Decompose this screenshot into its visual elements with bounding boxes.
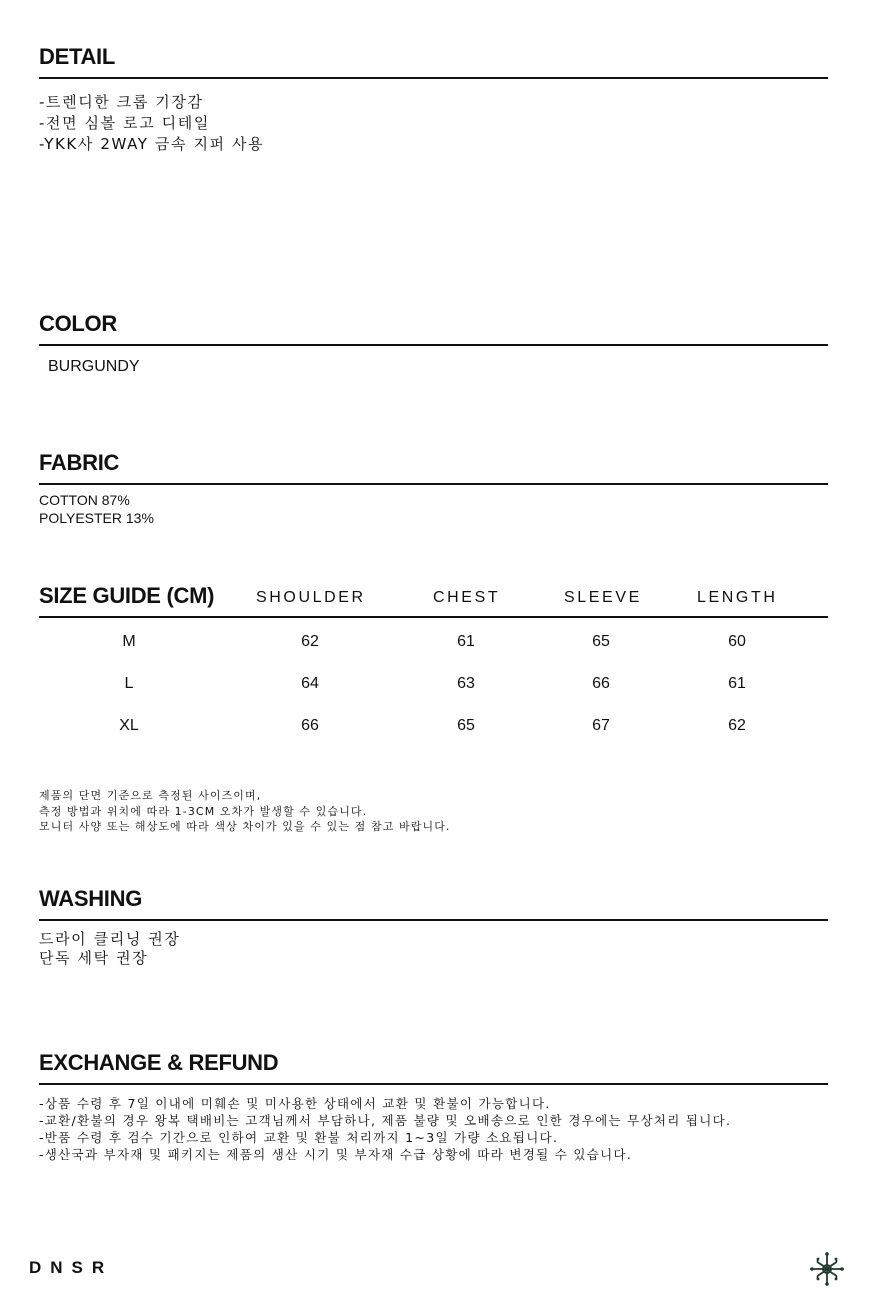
shoulder-value: 66 — [301, 717, 319, 734]
detail-line: -전면 심볼 로고 디테일 — [39, 114, 210, 132]
size-note-line: 측정 방법과 위치에 따라 1-3CM 오차가 발생할 수 있습니다. — [39, 804, 368, 818]
size-notes — [39, 788, 451, 835]
exchange-refund-line: -상품 수령 후 7일 이내에 미훼손 및 미사용한 상태에서 교환 및 환불이 가능합니다. — [39, 1096, 551, 1111]
size-label: M — [122, 633, 136, 650]
column-header-chest: CHEST — [433, 589, 501, 606]
size-guide-divider — [39, 616, 828, 618]
detail-heading: DETAIL — [39, 44, 116, 69]
color-value: BURGUNDY — [48, 358, 140, 375]
detail-line: -트렌디한 크롭 기장감 — [39, 93, 204, 111]
washing-list — [39, 930, 180, 968]
washing-divider — [39, 919, 828, 921]
column-header-sleeve: SLEEVE — [564, 589, 642, 606]
color-heading: COLOR — [39, 311, 117, 336]
chest-value: 61 — [457, 633, 475, 650]
exchange-refund-heading: EXCHANGE & REFUND — [39, 1050, 279, 1075]
sleeve-value: 67 — [592, 717, 610, 734]
fabric-line: POLYESTER 13% — [39, 510, 154, 526]
length-value: 62 — [728, 717, 746, 734]
fabric-heading: FABRIC — [39, 450, 120, 475]
fabric-line: COTTON 87% — [39, 492, 130, 508]
washing-line: 단독 세탁 권장 — [39, 949, 149, 967]
detail-divider — [39, 77, 828, 79]
shoulder-value: 64 — [301, 675, 319, 692]
detail-list — [39, 92, 264, 155]
fabric-divider — [39, 483, 828, 485]
size-note-line: 모니터 사양 또는 해상도에 따라 색상 차이가 있을 수 있는 점 참고 바랍니다. — [39, 820, 451, 833]
chest-value: 63 — [457, 675, 475, 692]
shoulder-value: 62 — [301, 633, 319, 650]
color-divider — [39, 344, 828, 346]
exchange-refund-line: -생산국과 부자재 및 패키지는 제품의 생산 시기 및 부자재 수급 상황에 따라 변경될 수 있습니다. — [39, 1147, 633, 1162]
size-label: L — [124, 675, 134, 692]
exchange-refund-list — [39, 1095, 731, 1163]
column-header-length: LENGTH — [697, 589, 778, 606]
chest-value: 65 — [457, 717, 475, 734]
length-value: 61 — [728, 675, 746, 692]
column-header-shoulder: SHOULDER — [256, 589, 366, 606]
ornament-emblem-icon — [808, 1250, 846, 1288]
detail-line: -YKK사 2WAY 금속 지퍼 사용 — [39, 135, 265, 153]
fabric-list — [39, 491, 154, 527]
sleeve-value: 66 — [592, 675, 610, 692]
exchange-refund-line: -교환/환불의 경우 왕복 택배비는 고객님께서 부담하나, 제품 불량 및 오배송으로 인한 경우에는 무상처리 됩니다. — [39, 1113, 732, 1128]
size-note-line: 제품의 단면 기준으로 측정된 사이즈이며, — [39, 789, 262, 802]
brand-logo: DNSR — [29, 1258, 114, 1277]
length-value: 60 — [728, 633, 746, 650]
sleeve-value: 65 — [592, 633, 610, 650]
washing-line: 드라이 클리닝 권장 — [39, 930, 181, 948]
size-label: XL — [119, 717, 139, 734]
exchange-refund-line: -반품 수령 후 검수 기간으로 인하여 교환 및 환불 처리까지 1~3일 가량 소요됩니다. — [39, 1130, 559, 1145]
washing-heading: WASHING — [39, 886, 143, 911]
exchange-refund-divider — [39, 1083, 828, 1085]
size-guide-heading: SIZE GUIDE (CM) — [39, 583, 215, 608]
